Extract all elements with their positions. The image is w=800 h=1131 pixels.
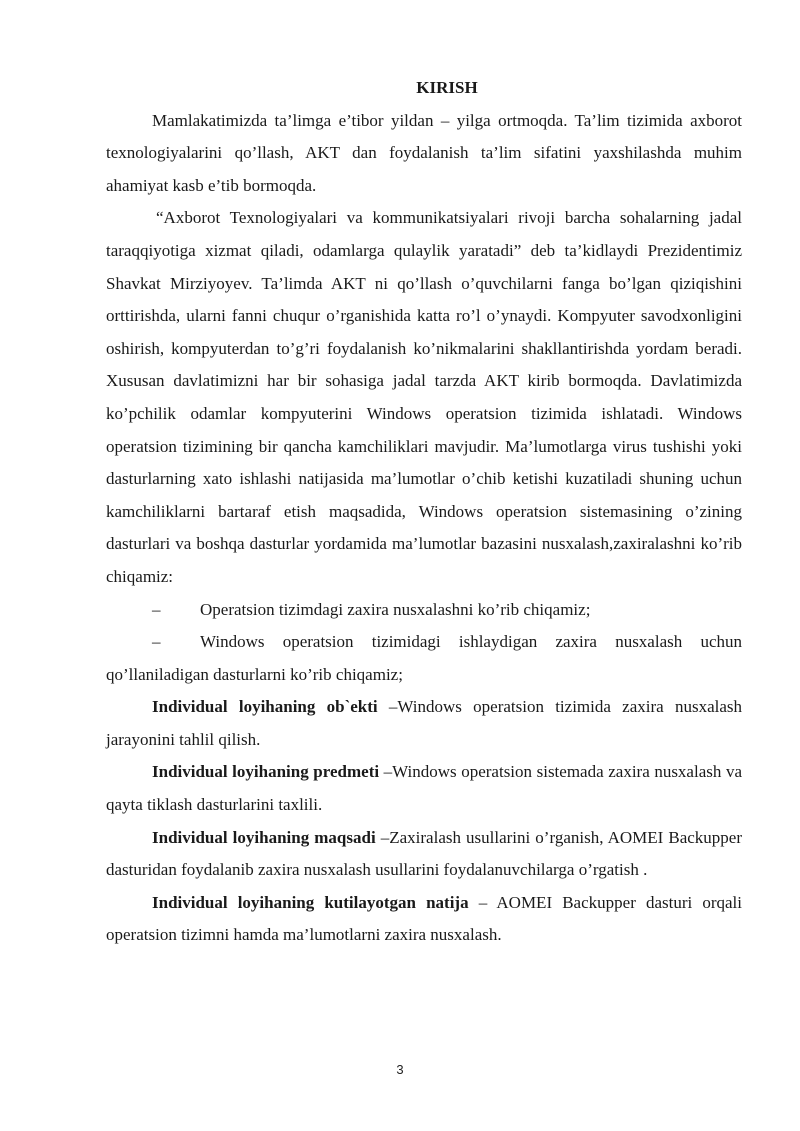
bullet-text: Operatsion tizimdagi zaxira nusxalashni ko’rib chiqamiz; [200, 599, 591, 619]
subject-label: Individual loyihaning predmeti [152, 762, 380, 782]
subject-paragraph [106, 756, 742, 821]
quote-paragraph: “Axborot Texnologiyalari va kommunikatsiyalari rivoji barcha sohalarning jadal taraqqiyotiga xizmat qiladi, odamlarga qulaylik yaratadi” deb ta’kidlaydi Prezidentimiz Shavkat Mirziyoyev. Ta’limda AKT ni qo’llash o’quvchilarni fanga bo’lgan qiziqishini orttirishda, ularni fanni chuqur o’rganishida katta ro’l o’ynaydi. Kompyuter savodxonligini oshirish, kompyuterdan to’g’ri foydalanish ko’nikmalarini shakllantirishda yordam beradi. Xususan davlatimizni har bir sohasiga jadal tarzda AKT kirib bormoqda. Davlatimizda ko’pchilik odamlar kompyuterini Windows operatsion tizimida ishlatadi. Windows operatsion tizimining bir qancha kamchiliklari mavjudir. Ma’lumotlarga virus tushishi yoki dasturlarning xato ishlashi natijasida ma’lumotlar o’chib ketishi kuzatiladi shuning uchun kamchiliklarni bartaraf etish maqsadida, Windows operatsion sistemasining o’zining dasturlari va boshqa dasturlar yordamida ma’lumotlar bazasini nusxalash,zaxiralashni ko’rib chiqamiz: [106, 208, 742, 586]
subject-text: –Windows operatsion sistemada zaxira nusxalash va qayta tiklash dasturlarini taxlili. [106, 762, 742, 815]
bullet-item [106, 594, 742, 627]
bullet-dash: – [152, 599, 161, 619]
bullet-text: Windows operatsion tizimidagi ishlaydigan zaxira nusxalash uchun qo’llaniladigan dasturlarni ko’rib chiqamiz; [106, 632, 742, 684]
object-label: Individual loyihaning ob`ekti [152, 697, 378, 717]
goal-paragraph [106, 822, 742, 887]
goal-label: Individual loyihaning maqsadi [152, 827, 376, 847]
result-label: Individual loyihaning kutilayotgan natija [152, 892, 469, 912]
intro-paragraph: Mamlakatimizda ta’limga e’tibor yildan – yilga ortmoqda. Ta’lim tizimida axborot texnologiyalarini qo’llash, AKT dan foydalanish ta’lim sifatini yaxshilashda muhim ahamiyat kasb e’tib bormoqda. [106, 110, 742, 195]
page-number: 3 [396, 1062, 404, 1077]
object-text: –Windows operatsion tizimida zaxira nusxalash jarayonini tahlil qilish. [106, 697, 742, 749]
result-text: – AOMEI Backupper dasturi orqali operatsion tizimni hamda ma’lumotlarni zaxira nusxalash. [106, 892, 742, 945]
bullet-item [106, 626, 742, 691]
page-title: KIRISH [416, 78, 478, 97]
object-paragraph [106, 691, 742, 756]
goal-text: –Zaxiralash usullarini o’rganish, AOMEI Backupper dasturidan foydalanib zaxira nusxalash usullarini foydalanuvchilarga o’rgatish . [106, 827, 742, 880]
page-content [106, 72, 742, 952]
result-paragraph [106, 887, 742, 952]
bullet-dash: – [152, 632, 161, 652]
